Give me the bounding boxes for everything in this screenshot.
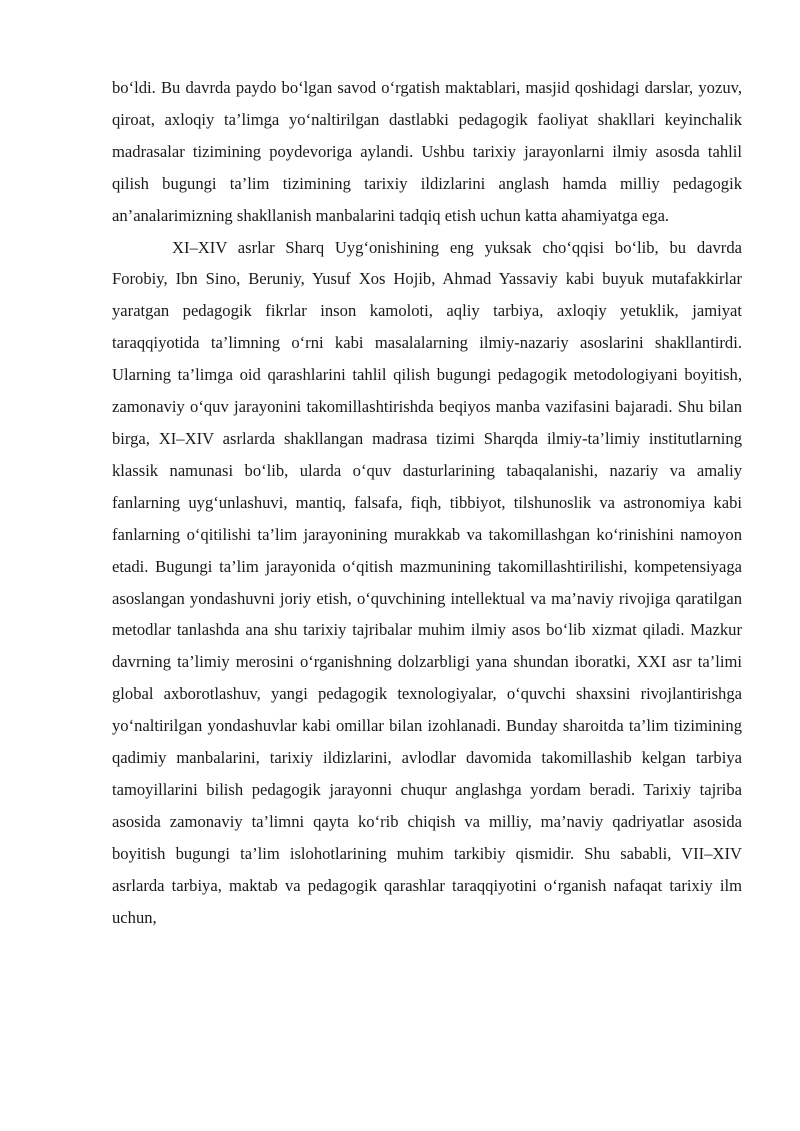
document-page: [112, 72, 742, 933]
paragraph-1: bo‘ldi. Bu davrda paydo bo‘lgan savod o‘rgatish maktablari, masjid qoshidagi darslar, yozuv, qiroat, axloqiy ta’limga yo‘naltirilgan dastlabki pedagogik faoliyat shakllari keyinchalik madrasalar tizimining poydevoriga aylandi. Ushbu tarixiy jarayonlarni ilmiy asosda tahlil qilish bugungi ta’lim tizimining tarixiy ildizlarini anglash hamda milliy pedagogik an’analarimizning shakllanish manbalarini tadqiq etish uchun katta ahamiyatga ega.: [112, 78, 742, 225]
paragraph-2: XI–XIV asrlar Sharq Uyg‘onishining eng yuksak cho‘qqisi bo‘lib, bu davrda Forobiy, Ibn Sino, Beruniy, Yusuf Xos Hojib, Ahmad Yassaviy kabi buyuk mutafakkirlar yaratgan pedagogik fikrlar inson kamoloti, aqliy tarbiya, axloqiy yetuklik, jamiyat taraqqiyotida ta’limning o‘rni kabi masalalarning ilmiy-nazariy asoslarini shakllantirdi. Ularning ta’limga oid qarashlarini tahlil qilish bugungi pedagogik metodologiyani boyitish, zamonaviy o‘quv jarayonini takomillashtirishda beqiyos manba vazifasini bajaradi. Shu bilan birga, XI–XIV asrlarda shakllangan madrasa tizimi Sharqda ilmiy-ta’limiy institutlarning klassik namunasi bo‘lib, ularda o‘quv dasturlarining tabaqalanishi, nazariy va amaliy fanlarning uyg‘unlashuvi, mantiq, falsafa, fiqh, tibbiyot, tilshunoslik va astronomiya kabi fanlarning o‘qitilishi ta’lim jarayonining murakkab va takomillashgan ko‘rinishini namoyon etadi. Bugungi ta’lim jarayonida o‘qitish mazmunining takomillashtirilishi, kompetensiyaga asoslangan yondashuvni joriy etish, o‘quvchining intellektual va ma’naviy rivojiga qaratilgan metodlar tanlashda ana shu tarixiy tajribalar muhim ilmiy asos bo‘lib xizmat qiladi. Mazkur davrning ta’limiy merosini o‘rganishning dolzarbligi yana shundan iboratki, XXI asr ta’limi global axborotlashuv, yangi pedagogik texnologiyalar, o‘quvchi shaxsini rivojlantirishga yo‘naltirilgan yondashuvlar kabi omillar bilan izohlanadi. Bunday sharoitda ta’lim tizimining qadimiy manbalarini, tarixiy ildizlarini, avlodlar davomida takomillashib kelgan tarbiya tamoyillarini bilish pedagogik jarayonni chuqur anglashga yordam beradi. Tarixiy tajriba asosida zamonaviy ta’limni qayta ko‘rib chiqish va milliy, ma’naviy qadriyatlar asosida boyitish bugungi ta’lim islohotlarining muhim tarkibiy qismidir. Shu sababli, VII–XIV asrlarda tarbiya, maktab va pedagogik qarashlar taraqqiyotini o‘rganish nafaqat tarixiy ilm uchun,: [112, 237, 742, 927]
